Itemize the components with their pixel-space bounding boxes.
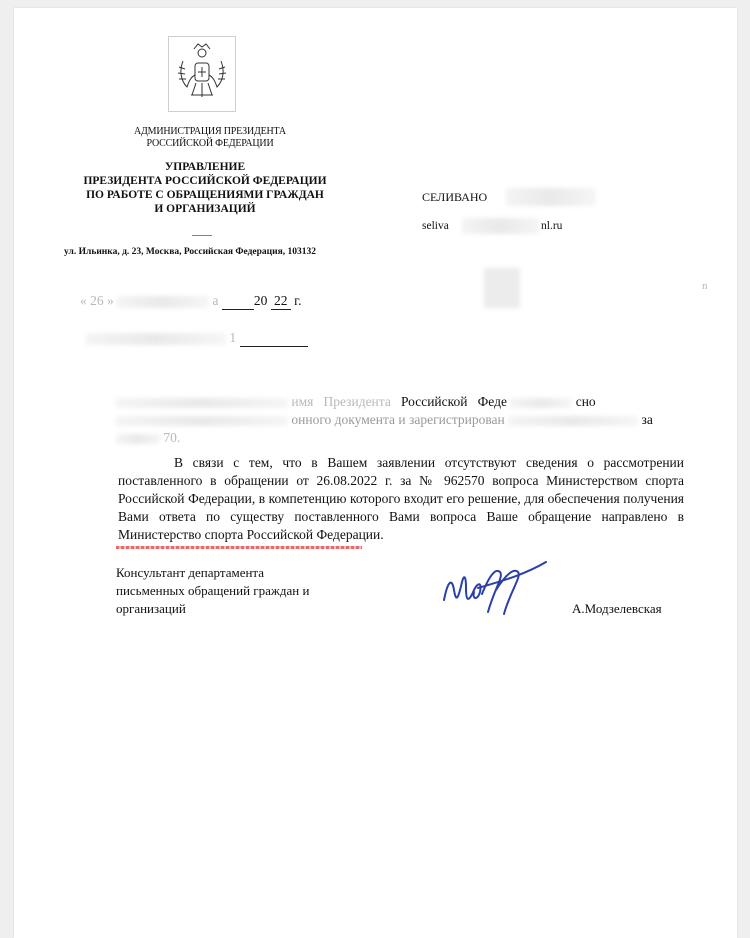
- date-day: 26: [90, 293, 104, 308]
- date-year-suffix: 22: [271, 293, 291, 310]
- recipient-email: seliva: [422, 220, 449, 232]
- main-paragraph: В связи с тем, что в Вашем заявлении отсутствуют сведения о рассмотрении поставленного в обращении от 26.08.2022 г. за № 962570 вопроса Министерством спорта Российской Федерации, в компетенцию которого входит его решение, для обеспечения получения Вами ответа по существу поставленного Вами вопроса Ваше обращение направлено в Министерство спорта Российской Федерации.: [118, 455, 684, 542]
- number-blank-line: [240, 330, 308, 347]
- position-line-1: Консультант департамента: [116, 565, 265, 580]
- redaction-block: [462, 218, 540, 234]
- date-blank-line: [222, 293, 254, 310]
- dept-line-1: УПРАВЛЕНИЕ: [164, 161, 246, 173]
- redaction-block: [508, 416, 638, 426]
- intro-1b: Президента: [323, 394, 391, 409]
- intro-1e: сно: [575, 394, 596, 409]
- dept-line-4: И ОРГАНИЗАЦИЙ: [154, 203, 256, 215]
- redaction-block: [117, 296, 209, 308]
- number-tail: 1: [229, 330, 237, 345]
- intro-line-2: [116, 411, 690, 429]
- redaction-block: [116, 434, 160, 444]
- document-page: [14, 8, 737, 938]
- redaction-block: [484, 268, 520, 308]
- redaction-block: [510, 398, 572, 408]
- admin-line-2: РОССИЙСКОЙ ФЕДЕРАЦИИ: [146, 138, 274, 149]
- redaction-block: [116, 398, 288, 408]
- intro-2b: за: [641, 412, 653, 427]
- recipient-email-tail: nl.ru: [541, 220, 563, 232]
- date-close-quote: »: [107, 293, 114, 308]
- signatory-name: А.Модзелевская: [572, 601, 662, 616]
- intro-3: 70.: [163, 430, 181, 445]
- recipient-name: СЕЛИВАНО: [422, 190, 488, 204]
- dept-line-2: ПРЕЗИДЕНТА РОССИЙСКОЙ ФЕДЕРАЦИИ: [83, 175, 327, 187]
- date-row: [80, 293, 302, 310]
- intro-line-1: [116, 393, 690, 411]
- intro-2a: онного документа и зарегистрирован: [291, 412, 505, 427]
- admin-line-1: АДМИНИСТРАЦИЯ ПРЕЗИДЕНТА: [134, 126, 286, 137]
- dept-line-3: ПО РАБОТЕ С ОБРАЩЕНИЯМИ ГРАЖДАН: [86, 189, 324, 201]
- intro-line-3: [116, 429, 180, 447]
- header-dash: ——: [192, 230, 212, 241]
- number-row: [86, 330, 308, 347]
- date-year-unit: г.: [294, 293, 302, 308]
- intro-1d: Феде: [477, 394, 507, 409]
- position-line-3: организаций: [116, 601, 186, 616]
- redaction-block: [116, 416, 288, 426]
- handwritten-signature: [438, 560, 548, 620]
- date-month-tail: а: [212, 293, 219, 308]
- date-year-prefix: 20: [253, 293, 268, 308]
- administration-header: [110, 126, 310, 150]
- position-line-2: письменных обращений граждан и: [116, 583, 310, 598]
- signatory-position: [116, 564, 309, 618]
- red-squiggle-underline: [116, 546, 362, 549]
- side-mark: n: [702, 280, 708, 292]
- redaction-block: [506, 188, 596, 206]
- intro-1a: имя: [291, 394, 314, 409]
- intro-1c: Российской: [400, 394, 468, 409]
- department-header: [70, 160, 340, 216]
- redaction-block: [86, 333, 226, 345]
- address: ул. Ильинка, д. 23, Москва, Российская Федерация, 103132: [64, 247, 316, 257]
- date-open-quote: «: [80, 293, 87, 308]
- coat-of-arms-emblem: [168, 36, 236, 112]
